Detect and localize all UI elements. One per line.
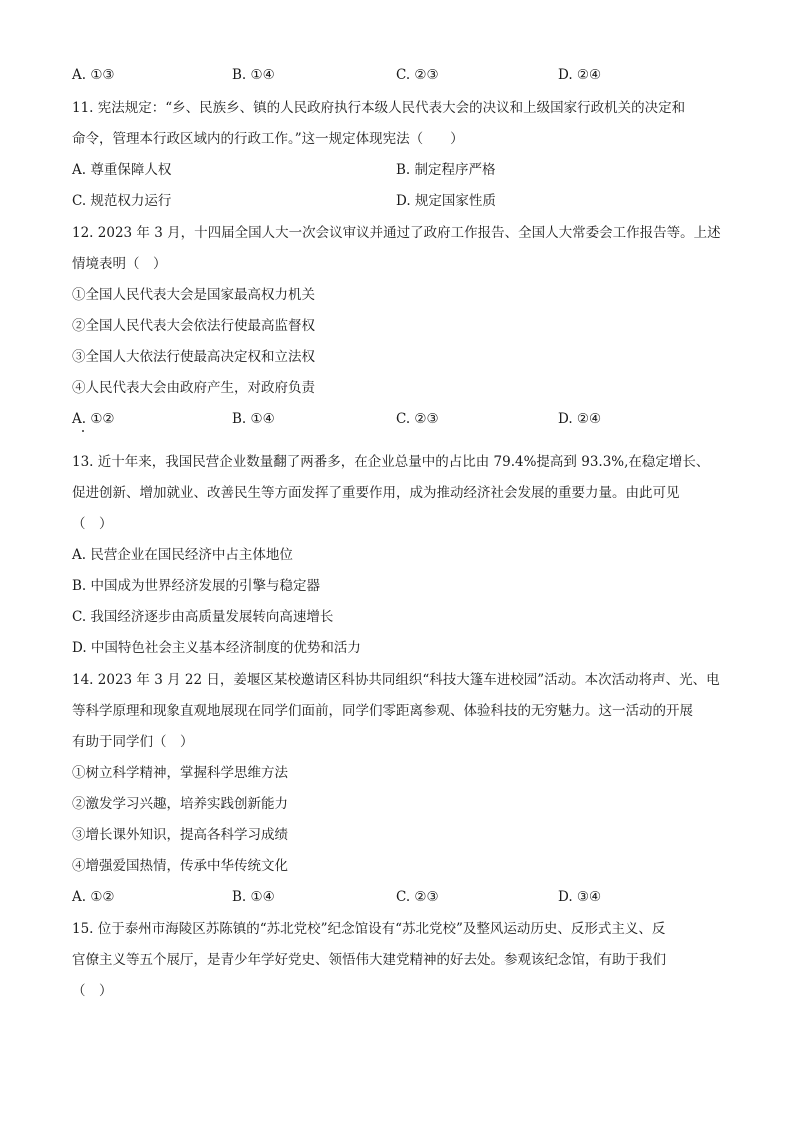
q12-statement-1: ①全国人民代表大会是国家最高权力机关 — [72, 287, 315, 303]
q12-option-a: A. ①② — [72, 411, 115, 427]
q12-stem-line1: 12. 2023 年 3 月，十四届全国人大一次会议审议并通过了政府工作报告、全国人大常委会工作报告等。上述 — [72, 225, 721, 241]
q11-stem-line2: 命令，管理本行政区域内的行政工作。”这一规定体现宪法（ ） — [72, 131, 464, 147]
q13-option-b: B. 中国成为世界经济发展的引擎与稳定器 — [72, 578, 321, 594]
q12-option-d: D. ②④ — [558, 411, 602, 427]
q12-option-b: B. ①④ — [232, 411, 275, 427]
q14-option-a: A. ①② — [72, 889, 115, 905]
q15-stem-line3: （ ） — [72, 983, 113, 999]
stray-mark — [82, 430, 84, 432]
q14-statement-2: ②激发学习兴趣，培养实践创新能力 — [72, 796, 288, 812]
q14-stem-line1: 14. 2023 年 3 月 22 日，姜堰区某校邀请区科协共同组织“科技大篷车进校园”活动。本次活动将声、光、电 — [72, 672, 720, 688]
q11-option-b: B. 制定程序严格 — [396, 162, 496, 178]
q12-statement-4: ④人民代表大会由政府产生，对政府负责 — [72, 380, 315, 396]
q14-statement-3: ③增长课外知识，提高各科学习成绩 — [72, 827, 288, 843]
q10-option-a: A. ①③ — [72, 67, 115, 83]
q13-option-a: A. 民营企业在国民经济中占主体地位 — [72, 547, 293, 563]
q11-stem-line1: 11. 宪法规定：“乡、民族乡、镇的人民政府执行本级人民代表大会的决议和上级国家行政机关的决定和 — [72, 100, 686, 116]
q15-stem-line2: 官僚主义等五个展厅，是青少年学好党史、领悟伟大建党精神的好去处。参观该纪念馆，有助于我们 — [72, 952, 666, 968]
q15-stem-line1: 15. 位于泰州市海陵区苏陈镇的“苏北党校”纪念馆设有“苏北党校”及整风运动历史、反形式主义、反 — [72, 921, 666, 937]
q14-statement-4: ④增强爱国热情，传承中华传统文化 — [72, 858, 288, 874]
q12-option-c: C. ②③ — [396, 411, 439, 427]
q14-option-b: B. ①④ — [232, 889, 275, 905]
q11-option-c: C. 规范权力运行 — [72, 193, 172, 209]
q10-option-c: C. ②③ — [396, 67, 439, 83]
q13-stem-line3: （ ） — [72, 516, 113, 532]
q14-option-c: C. ②③ — [396, 889, 439, 905]
q13-option-c: C. 我国经济逐步由高质量发展转向高速增长 — [72, 609, 334, 625]
q14-statement-1: ①树立科学精神，掌握科学思维方法 — [72, 765, 288, 781]
q10-option-b: B. ①④ — [232, 67, 275, 83]
q14-stem-line2: 等科学原理和现象直观地展现在同学们面前，同学们零距离参观、体验科技的无穷魅力。这一活动的开展 — [72, 703, 693, 719]
q12-statement-2: ②全国人民代表大会依法行使最高监督权 — [72, 318, 315, 334]
q13-stem-line1: 13. 近十年来，我国民营企业数量翻了两番多，在企业总量中的占比由 79.4%提高到 93.3%,在稳定增长、 — [72, 454, 710, 470]
q11-option-a: A. 尊重保障人权 — [72, 162, 172, 178]
q11-option-d: D. 规定国家性质 — [396, 193, 496, 209]
q14-stem-line3: 有助于同学们（ ） — [72, 734, 194, 750]
q13-stem-line2: 促进创新、增加就业、改善民生等方面发挥了重要作用，成为推动经济社会发展的重要力量。由此可见 — [72, 485, 680, 501]
q10-option-d: D. ②④ — [558, 67, 602, 83]
q12-stem-line2: 情境表明（ ） — [72, 256, 167, 272]
q13-option-d: D. 中国特色社会主义基本经济制度的优势和活力 — [72, 640, 361, 656]
q12-statement-3: ③全国人大依法行使最高决定权和立法权 — [72, 349, 315, 365]
q14-option-d: D. ③④ — [558, 889, 602, 905]
